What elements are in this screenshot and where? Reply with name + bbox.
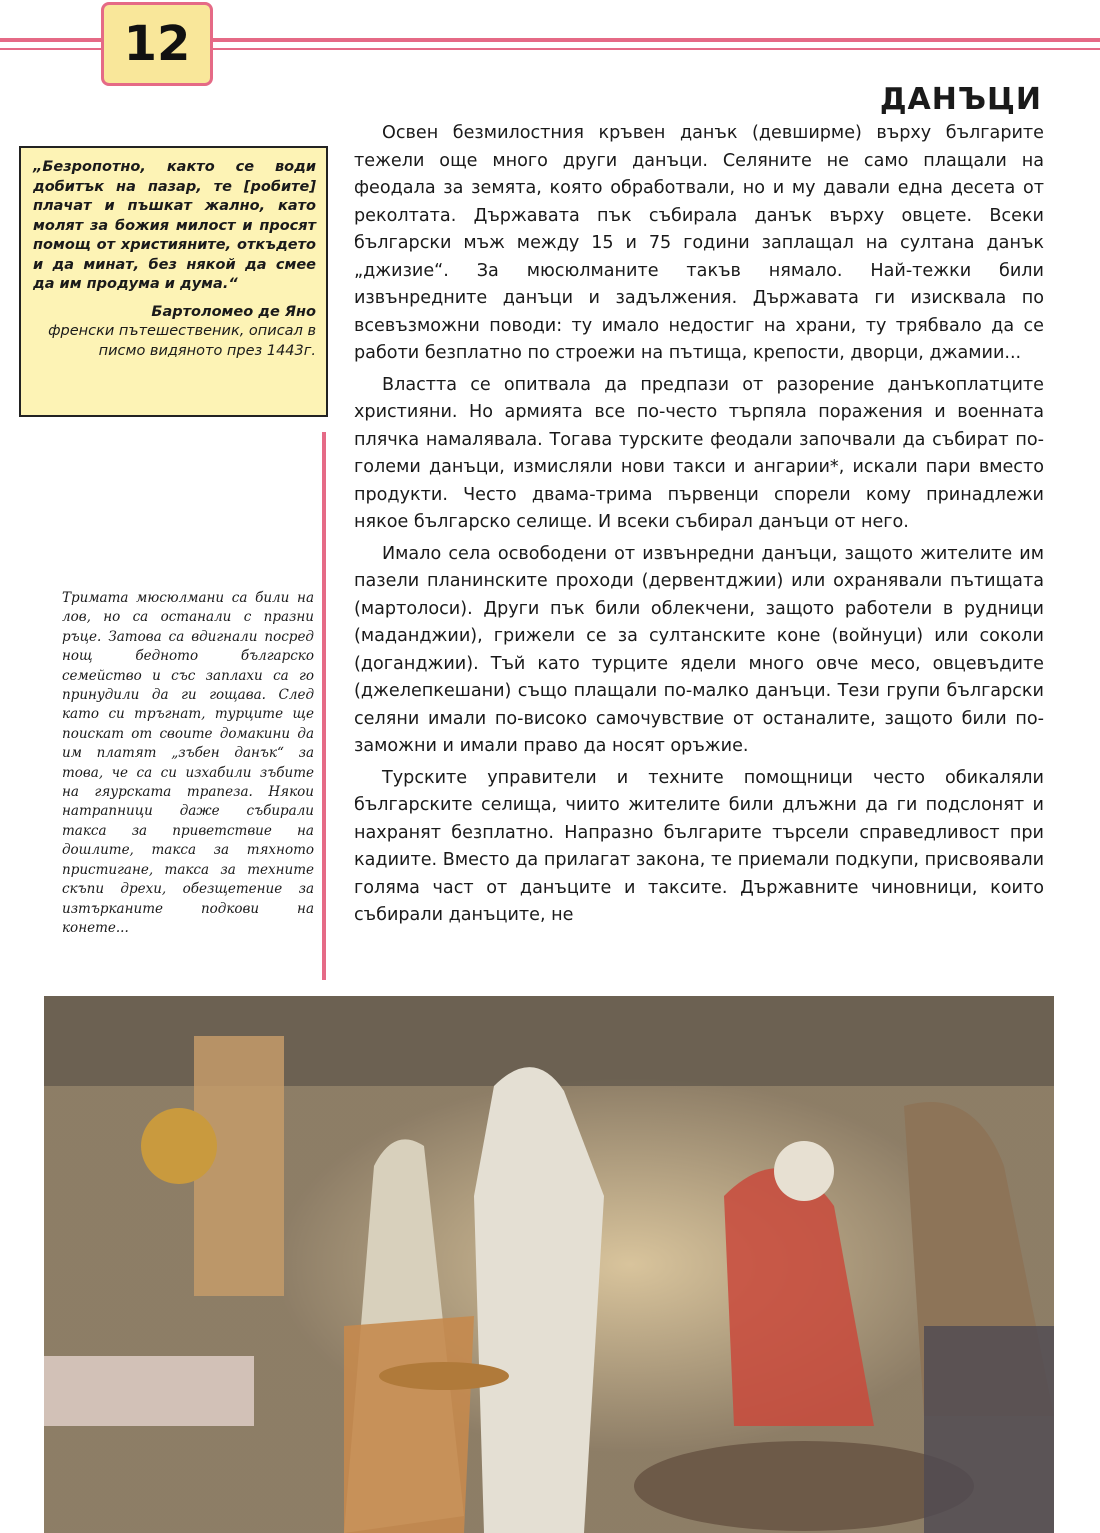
- paragraph: Турските управители и техните помощници често обикаляли българските селища, чиито жителите били длъжни да ги подслонят и нахранят безплатно. Напразно българите търсели справедливост при кадиите. Вместо да прилагат закона, те приемали подкупи, присвоявали голяма част от данъците и таксите. Държавните чиновници, които събирали данъците, не: [354, 767, 1044, 925]
- paragraph: Властта се опитвала да предпази от разорение данъкоплатците християни. Но армията все по-често търпяла поражения и военната плячка намалявала. Тогава турските феодали започвали да събират по-големи данъци, измисляли нови такси и ангарии*, искали пари вместо продукти. Често двама-трима първенци спорели кому принадлежи някое българско селище. И всеки събирал данъци от него.: [354, 374, 1044, 532]
- low-table: [634, 1441, 974, 1531]
- illustration-painting: [44, 996, 1054, 1533]
- quote-author: Бартоломео де Яно: [151, 303, 316, 320]
- page-title: ДАНЪЦИ: [879, 82, 1042, 117]
- bread-plate: [379, 1362, 509, 1390]
- paragraph: Освен безмилостния кръвен данък (девширме) върху българите тежели още много други данъци. Селяните не само плащали на феодала за земята, която обработвали, но и му давали една десета от реколтата. Държавата пък събирала данък върху овцете. Всеки български мъж между 15 и 75 години заплащал на султана данък „джизие“. За мюсюлманите такъв нямало. Най-тежки били извънредните данъци и задължения. Държавата ги изисквала по всевъзможни поводи: ту имало недостиг на храни, ту трябвало да се работи безплатно по строежи на пътища, крепости, дворци, джамии...: [354, 123, 1044, 363]
- copper-pan: [141, 1108, 217, 1184]
- side-accent-bar: [322, 432, 326, 980]
- cradle: [44, 1356, 254, 1426]
- illustration: [44, 996, 1054, 1533]
- paragraph: Имало села освободени от извънредни данъци, защото жителите им пазели планинските проходи (дервентджии) или охранявали пътищата (мартолоси). Други пък били облекчени, защото работели в рудници (маданджии), грижели се за султанските коне (войнуци) или соколи (доганджии). Тъй като турците ядели много овче месо, овцевъдите (джелепкешани) също плащали по-малко данъци. Тези групи български селяни имали по-високо самочувствие от останалите, защото били по-заможни и имали право да носят оръжие.: [354, 543, 1044, 756]
- quote-text: „Безропотно, както се води добитък на пазар, те [робите] плачат и пъшкат жално, като молят за божия милост и просят помощ от християните, откъдето и да минат, без някой да смее да им продума и дума.“: [33, 159, 316, 292]
- quote-description: френски пътешественик, описал в писмо видяното през 1443г.: [48, 323, 316, 359]
- quote-box: [19, 146, 328, 417]
- main-text: [354, 120, 1044, 934]
- page-number: 12: [101, 2, 213, 86]
- illustration-caption: Тримата мюсюлмани са били на лов, но са останали с празни ръце. Затова са вдигнали посред нощ бедното българско семейство и със заплахи са го принудили да ги гощава. След като си тръгнат, турците ще поискат от своите домакини да им платят „зъбен данък“ за това, че са си изхабили зъбите на гяурската трапеза. Някои натрапници даже събирали такса за приветствие на дошлите, такса за тяхното пристигане, такса за техните скъпи дрехи, обезщетение за изтърканите подкови на конете...: [62, 590, 314, 936]
